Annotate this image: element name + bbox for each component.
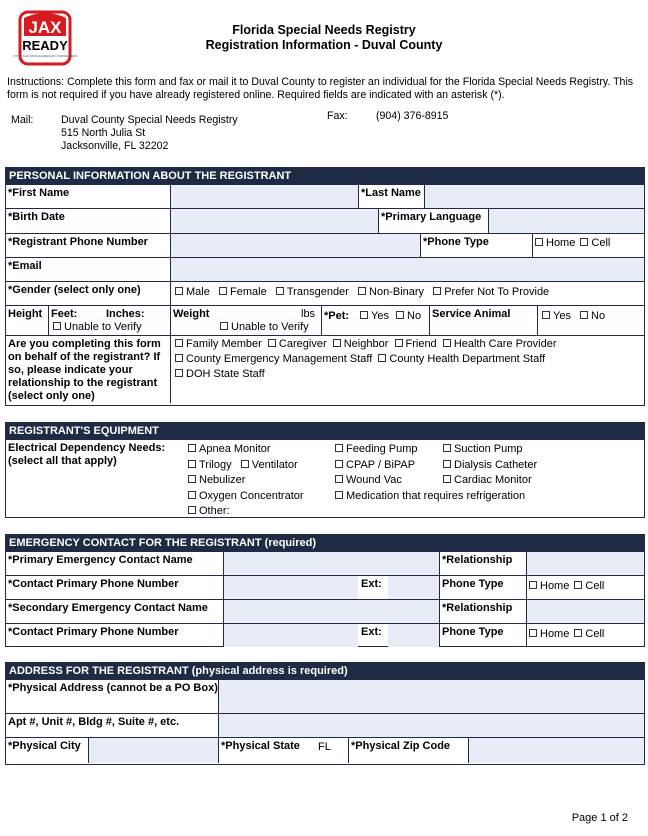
apt-label: Apt #, Unit #, Bldg #, Suite #, etc.: [8, 716, 180, 728]
name-row: [6, 184, 644, 208]
primary-contact-name-field[interactable]: [223, 552, 439, 575]
zip-field[interactable]: [468, 738, 644, 763]
address-heading: ADDRESS FOR THE REGISTRANT (physical address is required): [6, 663, 644, 679]
emergency-heading: EMERGENCY CONTACT FOR THE REGISTRANT (required): [6, 535, 644, 551]
last-name-field[interactable]: [424, 185, 644, 208]
secondary-cell-checkbox[interactable]: [574, 629, 582, 637]
equipment-col1: [188, 442, 304, 519]
ventilator-checkbox[interactable]: [241, 460, 249, 468]
gender-options: [170, 282, 644, 305]
other-label: Other:: [199, 505, 230, 517]
page-subtitle: Registration Information - Duval County: [205, 38, 443, 52]
personal-info-heading: PERSONAL INFORMATION ABOUT THE REGISTRANT: [6, 168, 644, 184]
mail-address: [61, 114, 238, 153]
dialysis-catheter-checkbox[interactable]: [443, 460, 451, 468]
friend-checkbox[interactable]: [395, 339, 403, 347]
neighbor-label: Neighbor: [343, 338, 389, 350]
caregiver-checkbox[interactable]: [268, 339, 276, 347]
other-option: [188, 504, 304, 520]
relations-line2: [175, 353, 644, 366]
weight-cell: [216, 306, 321, 335]
relationship-options: [170, 336, 644, 403]
county-em-staff-checkbox[interactable]: [175, 354, 183, 362]
primary-relationship-label: *Relationship: [439, 552, 526, 575]
secondary-home-checkbox[interactable]: [529, 629, 537, 637]
gender-transgender-checkbox[interactable]: [276, 287, 284, 295]
secondary-relationship-field[interactable]: [526, 600, 644, 623]
cpap-label: CPAP / BiPAP: [346, 458, 416, 471]
lbs-label: lbs: [301, 308, 316, 320]
primary-cell-checkbox[interactable]: [574, 581, 582, 589]
primary-ext-field[interactable]: [388, 576, 439, 599]
inches-label: Inches:: [106, 308, 145, 320]
cardiac-monitor-option: [443, 473, 537, 489]
personal-info-section: [5, 167, 645, 406]
behalf-question: Are you completing this form on behalf of the registrant? If so, please indicate your relationship to the registrant (select only one): [8, 338, 161, 402]
equipment-heading: REGISTRANT'S EQUIPMENT: [6, 423, 644, 439]
pet-cell: [321, 306, 429, 335]
secondary-phone-type-options: [526, 624, 644, 647]
city-field[interactable]: [88, 738, 218, 763]
equipment-section: [5, 422, 645, 518]
logo-text-ready: READY: [22, 38, 68, 53]
gender-nonbinary-label: Non-Binary: [369, 286, 425, 298]
trilogy-option: [188, 458, 304, 474]
cell-label: Cell: [591, 237, 611, 249]
fax-label: Fax:: [327, 110, 348, 122]
caregiver-label: Caregiver: [278, 338, 327, 350]
suction-pump-option: [443, 442, 537, 458]
weight-unable-checkbox[interactable]: [220, 322, 228, 330]
wound-vac-label: Wound Vac: [346, 474, 402, 486]
last-name-label: *Last Name: [358, 185, 424, 208]
suction-pump-checkbox[interactable]: [443, 444, 451, 452]
primary-contact-row: [6, 551, 644, 575]
service-yes-label: Yes: [553, 310, 571, 322]
gender-label: *Gender (select only one): [8, 284, 141, 296]
family-member-label: Family Member: [186, 338, 262, 350]
height-weight-row: [6, 305, 644, 335]
home-label: Home: [546, 237, 576, 249]
primary-phone-type-label: Phone Type: [439, 576, 526, 599]
secondary-ext-label: Ext:: [361, 626, 382, 638]
service-yes-checkbox[interactable]: [542, 311, 550, 319]
physical-address-field[interactable]: [218, 680, 644, 713]
pet-label: *Pet:: [324, 310, 350, 322]
relationship-row: [6, 335, 644, 403]
ventilator-label: Ventilator: [251, 458, 298, 471]
fax-number: (904) 376-8915: [376, 110, 449, 122]
primary-language-field[interactable]: [488, 209, 644, 233]
service-no-checkbox[interactable]: [580, 311, 588, 319]
weight-unable-verify: [220, 321, 309, 334]
secondary-ext-field[interactable]: [388, 624, 439, 647]
nebulizer-checkbox[interactable]: [188, 475, 196, 483]
electrical-needs-label: Electrical Dependency Needs: (select all that apply): [8, 442, 166, 467]
doh-state-staff-checkbox[interactable]: [175, 369, 183, 377]
phone-row: [6, 233, 644, 257]
service-animal-label: Service Animal: [429, 306, 537, 335]
feeding-pump-label: Feeding Pump: [346, 443, 418, 455]
secondary-cell-label: Cell: [585, 628, 605, 640]
secondary-home-label: Home: [540, 628, 570, 640]
registrant-phone-field[interactable]: [170, 234, 420, 257]
cardiac-monitor-checkbox[interactable]: [443, 475, 451, 483]
apt-field[interactable]: [218, 714, 644, 737]
other-checkbox[interactable]: [188, 506, 196, 514]
primary-ext-label: Ext:: [361, 578, 382, 590]
pet-no-checkbox[interactable]: [396, 311, 404, 319]
equipment-row: [6, 439, 644, 517]
gender-male-label: Male: [186, 286, 210, 298]
pet-no-label: No: [407, 310, 422, 322]
relations-line1: [175, 338, 644, 351]
birth-row: [6, 208, 644, 233]
height-cell: [48, 306, 170, 335]
primary-phone-type-options: [526, 576, 644, 599]
secondary-phone-row: [6, 623, 644, 647]
medication-refrigeration-checkbox[interactable]: [335, 491, 343, 499]
primary-relationship-field[interactable]: [526, 552, 644, 575]
apnea-monitor-checkbox[interactable]: [188, 444, 196, 452]
apnea-monitor-label: Apnea Monitor: [199, 443, 271, 455]
neighbor-checkbox[interactable]: [333, 339, 341, 347]
county-health-staff-checkbox[interactable]: [378, 354, 386, 362]
state-field[interactable]: FL: [318, 741, 331, 753]
instructions: Instructions: Complete this form and fax or mail it to Duval County to register an individual for the Florida Special Needs Registry. This form is not required if you have already registered online. Required fields are indicated with an asterisk (*).: [7, 76, 634, 101]
oxygen-concentrator-checkbox[interactable]: [188, 491, 196, 499]
city-label: *Physical City: [8, 740, 81, 752]
state-label: *Physical State: [218, 738, 314, 763]
secondary-phone-type-label: Phone Type: [439, 624, 526, 647]
page-title: Florida Special Needs Registry: [232, 23, 416, 37]
gender-prefer-not-label: Prefer Not To Provide: [444, 286, 550, 298]
email-field[interactable]: [170, 258, 644, 281]
gender-male-checkbox[interactable]: [175, 287, 183, 295]
pet-yes-checkbox[interactable]: [360, 311, 368, 319]
cell-checkbox[interactable]: [580, 238, 588, 246]
physical-address-label: *Physical Address (cannot be a PO Box): [8, 682, 218, 694]
trilogy-label: Trilogy: [199, 458, 232, 471]
primary-phone-row: [6, 575, 644, 599]
apt-row: [6, 713, 644, 737]
secondary-phone-label: *Contact Primary Phone Number: [8, 626, 179, 638]
secondary-phone-field[interactable]: [223, 624, 358, 647]
dialysis-catheter-option: [443, 458, 537, 474]
height-unable-label: Unable to Verify: [64, 321, 142, 333]
wound-vac-checkbox[interactable]: [335, 475, 343, 483]
logo-tagline: CITY OF JACKSONVILLE EMERGENCY PREPAREDNESS: [12, 55, 78, 58]
first-name-label: *First Name: [8, 187, 70, 199]
weight-unable-label: Unable to Verify: [231, 321, 309, 333]
health-care-provider-checkbox[interactable]: [443, 339, 451, 347]
mail-line2: 515 North Julia St: [61, 127, 146, 139]
birth-date-label: *Birth Date: [8, 211, 65, 223]
height-unable-checkbox[interactable]: [53, 322, 61, 330]
pet-options: [360, 310, 421, 323]
trilogy-checkbox[interactable]: [188, 460, 196, 468]
emergency-contact-section: [5, 534, 645, 647]
feet-label: Feet:: [51, 308, 78, 320]
home-checkbox[interactable]: [535, 238, 543, 246]
physical-address-row: [6, 679, 644, 713]
secondary-relationship-label: *Relationship: [439, 600, 526, 623]
birth-date-field[interactable]: [170, 209, 378, 233]
county-health-staff-label: County Health Department Staff: [389, 353, 546, 365]
nebulizer-option: [188, 473, 304, 489]
pet-yes-label: Yes: [371, 310, 389, 322]
feeding-pump-checkbox[interactable]: [335, 444, 343, 452]
registrant-phone-label: *Registrant Phone Number: [8, 236, 148, 248]
health-care-provider-label: Health Care Provider: [453, 338, 557, 350]
medication-refrigeration-label: Medication that requires refrigeration: [346, 489, 526, 502]
height-unable-verify: [53, 321, 142, 334]
secondary-contact-row: [6, 599, 644, 623]
primary-home-label: Home: [540, 580, 570, 592]
mail-line3: Jacksonville, FL 32202: [61, 140, 169, 152]
oxygen-concentrator-option: [188, 489, 304, 505]
height-label: Height: [8, 308, 43, 320]
gender-row: [6, 281, 644, 305]
relations-line3: [175, 368, 644, 381]
secondary-contact-name-field[interactable]: [223, 600, 439, 623]
family-member-checkbox[interactable]: [175, 339, 183, 347]
address-section: [5, 662, 645, 765]
equipment-col3: [443, 442, 537, 519]
friend-label: Friend: [405, 338, 437, 350]
primary-cell-label: Cell: [585, 580, 605, 592]
gender-transgender-label: Transgender: [286, 286, 349, 298]
gender-female-checkbox[interactable]: [219, 287, 227, 295]
county-em-staff-label: County Emergency Management Staff: [186, 353, 373, 365]
primary-phone-label: *Contact Primary Phone Number: [8, 578, 179, 590]
gender-female-label: Female: [230, 286, 267, 298]
mail-line1: Duval County Special Needs Registry: [61, 114, 238, 126]
primary-language-label: *Primary Language: [378, 209, 488, 233]
suction-pump-label: Suction Pump: [454, 443, 523, 455]
cpap-checkbox[interactable]: [335, 460, 343, 468]
secondary-contact-name-label: *Secondary Emergency Contact Name: [8, 602, 208, 614]
gender-nonbinary-checkbox[interactable]: [358, 287, 366, 295]
zip-label: *Physical Zip Code: [348, 738, 468, 763]
mail-label: Mail:: [11, 114, 34, 126]
oxygen-concentrator-label: Oxygen Concentrator: [199, 489, 304, 502]
primary-phone-field[interactable]: [223, 576, 358, 599]
gender-prefer-not-checkbox[interactable]: [433, 287, 441, 295]
phone-type-label: *Phone Type: [420, 234, 532, 257]
city-state-zip-row: [6, 737, 644, 763]
doh-state-staff-label: DOH State Staff: [186, 368, 265, 380]
nebulizer-label: Nebulizer: [199, 474, 246, 486]
service-animal-options: [537, 306, 644, 335]
apnea-monitor-option: [188, 442, 304, 458]
phone-type-options: [532, 234, 644, 257]
logo-text-jax: JAX: [28, 18, 62, 37]
first-name-field[interactable]: [170, 185, 358, 208]
dialysis-catheter-label: Dialysis Catheter: [454, 458, 538, 471]
service-no-label: No: [591, 310, 606, 322]
page-number: Page 1 of 2: [571, 812, 628, 824]
email-row: [6, 257, 644, 281]
primary-contact-name-label: *Primary Emergency Contact Name: [8, 554, 193, 566]
weight-label: Weight: [170, 306, 216, 335]
primary-home-checkbox[interactable]: [529, 581, 537, 589]
email-label: *Email: [8, 260, 42, 272]
cardiac-monitor-label: Cardiac Monitor: [454, 474, 532, 486]
